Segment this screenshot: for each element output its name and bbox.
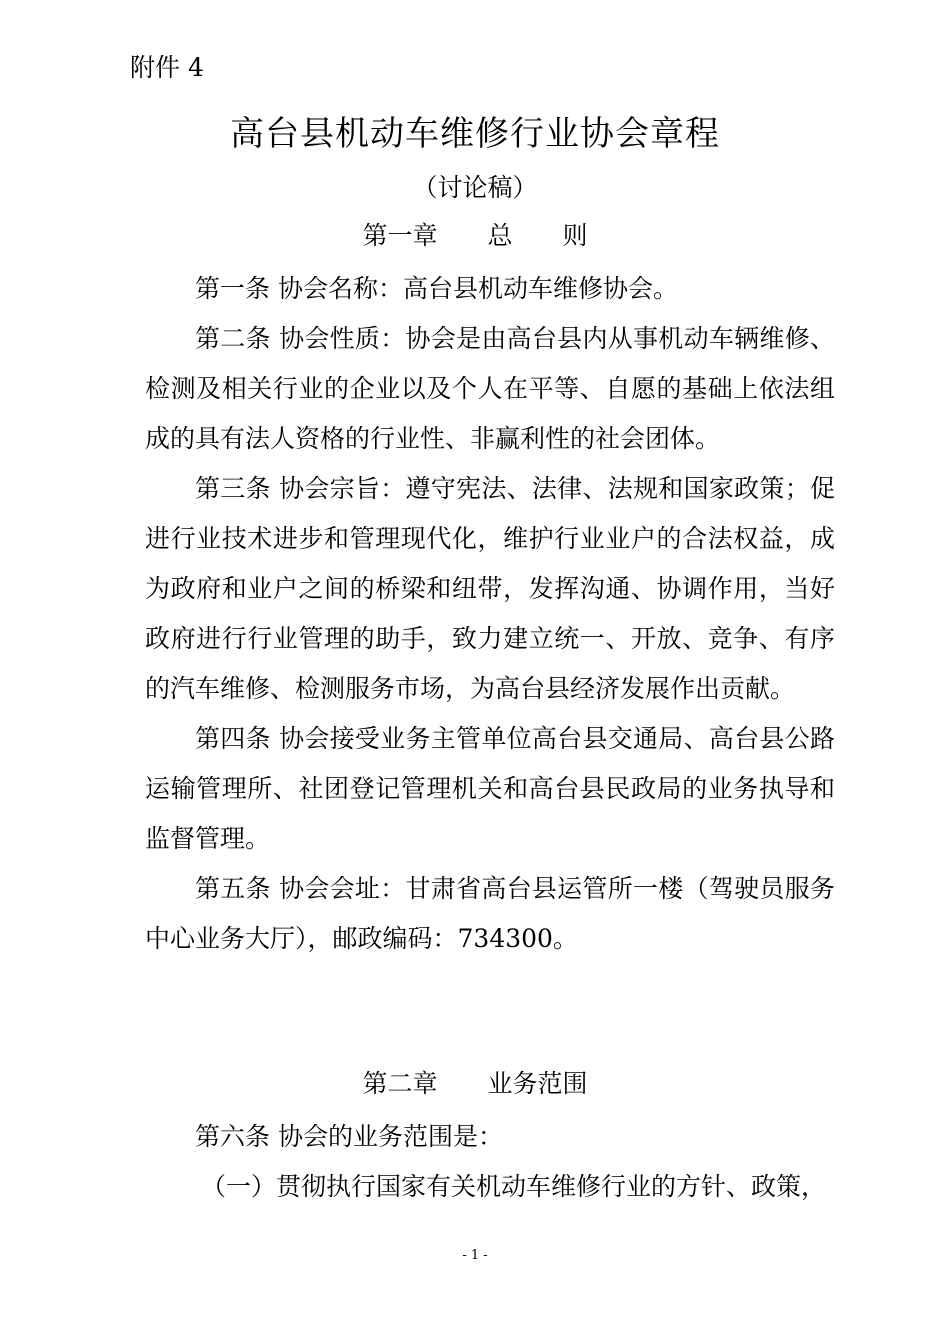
document-subtitle: （讨论稿） xyxy=(412,173,538,202)
article-1: 第一条 协会名称：高台县机动车维修协会。 xyxy=(195,274,678,303)
chapter-2-body xyxy=(145,1112,835,1212)
chapter-2-heading: 第二章 业务范围 xyxy=(362,1069,588,1098)
article-5: 第五条 协会会址：甘肃省高台县运管所一楼（驾驶员服务中心业务大厅），邮政编码：734300。 xyxy=(145,874,835,953)
article-2: 第二条 协会性质：协会是由高台县内从事机动车辆维修、检测及相关行业的企业以及个人在平等、自愿的基础上依法组成的具有法人资格的行业性、非赢利性的社会团体。 xyxy=(145,324,835,453)
chapter-1-body xyxy=(145,264,835,964)
chapter-1-heading: 第一章 总 则 xyxy=(362,221,588,250)
document-title: 高台县机动车维修行业协会章程 xyxy=(230,114,720,154)
article-6-item-1: （一）贯彻执行国家有关机动车维修行业的方针、政策， xyxy=(201,1172,827,1201)
article-4: 第四条 协会接受业务主管单位高台县交通局、高台县公路运输管理所、社团登记管理机关和高台县民政局的业务执导和监督管理。 xyxy=(145,724,835,853)
article-3: 第三条 协会宗旨：遵守宪法、法律、法规和国家政策；促进行业技术进步和管理现代化，维护行业业户的合法权益，成为政府和业户之间的桥梁和纽带，发挥沟通、协调作用，当好政府进行行业管理的助手，致力建立统一、开放、竞争、有序的汽车维修、检测服务市场，为高台县经济发展作出贡献。 xyxy=(145,474,835,703)
attachment-label: 附件 4 xyxy=(130,53,204,82)
article-6: 第六条 协会的业务范围是： xyxy=(195,1122,503,1151)
page-number: - 1 - xyxy=(462,1248,488,1263)
